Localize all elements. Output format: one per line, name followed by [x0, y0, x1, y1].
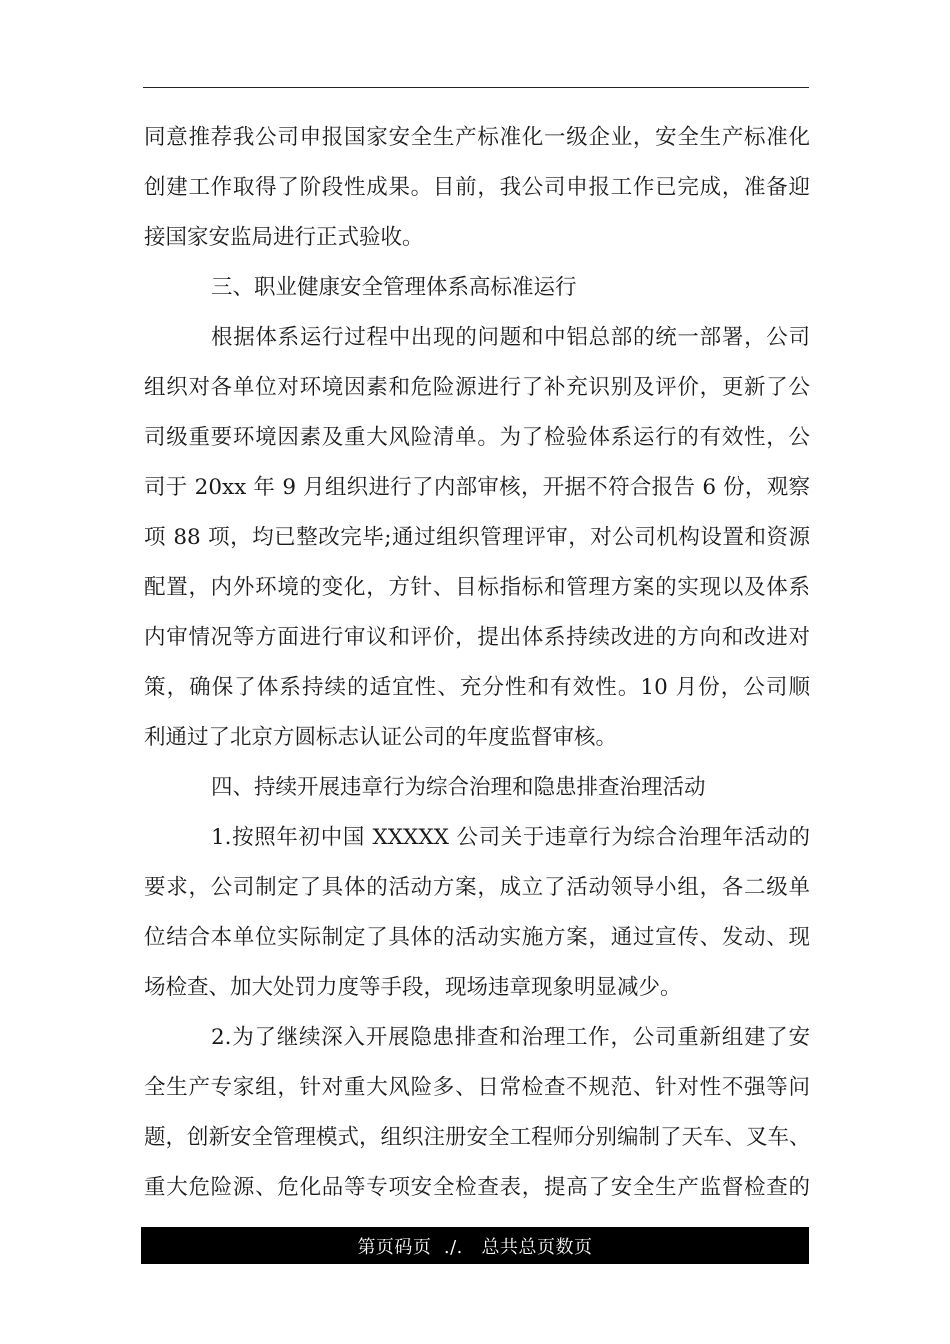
page-number-label: 第页码页 ./. 总共总页数页 — [357, 1236, 593, 1258]
text-line: 司于 20xx 年 9 月组织进行了内部审核，开据不符合报告 6 份，观察 — [144, 475, 810, 500]
text-line: 位结合本单位实际制定了具体的活动实施方案，通过宣传、发动、现 — [144, 925, 810, 950]
text-line: 场检查、加大处罚力度等手段，现场违章现象明显减少。 — [144, 975, 682, 1000]
document-body — [144, 113, 810, 1213]
text-line: 全生产专家组，针对重大风险多、日常检查不规范、针对性不强等问 — [144, 1075, 810, 1100]
text-line: 项 88 项，均已整改完毕;通过组织管理评审，对公司机构设置和资源 — [144, 525, 810, 550]
text-line: 司级重要环境因素及重大风险清单。为了检验体系运行的有效性，公 — [144, 425, 810, 450]
text-line: 配置，内外环境的变化，方针、目标指标和管理方案的实现以及体系 — [144, 575, 810, 600]
text-line: 接国家安监局进行正式验收。 — [144, 225, 424, 250]
text-line: 重大危险源、危化品等专项安全检查表，提高了安全生产监督检查的 — [144, 1175, 810, 1200]
text-line: 利通过了北京方圆标志认证公司的年度监督审核。 — [144, 725, 618, 750]
text-line: 创建工作取得了阶段性成果。目前，我公司申报工作已完成，准备迎 — [144, 175, 810, 200]
text-line: 同意推荐我公司申报国家安全生产标准化一级企业，安全生产标准化 — [144, 125, 810, 150]
section-heading: 三、职业健康安全管理体系高标准运行 — [211, 275, 577, 300]
text-line: 策，确保了体系持续的适宜性、充分性和有效性。10 月份，公司顺 — [144, 675, 810, 700]
text-line: 2.为了继续深入开展隐患排查和治理工作，公司重新组建了安 — [211, 1025, 810, 1050]
text-line: 1.按照年初中国 XXXXX 公司关于违章行为综合治理年活动的 — [211, 825, 810, 850]
header-rule — [143, 87, 809, 88]
text-line: 组织对各单位对环境因素和危险源进行了补充识别及评价，更新了公 — [144, 375, 810, 400]
text-line: 要求，公司制定了具体的活动方案，成立了活动领导小组，各二级单 — [144, 875, 810, 900]
page-footer — [141, 1227, 809, 1264]
text-line: 题，创新安全管理模式，组织注册安全工程师分别编制了天车、叉车、 — [144, 1125, 811, 1150]
text-line: 根据体系运行过程中出现的问题和中铝总部的统一部署，公司 — [211, 325, 810, 350]
text-line: 内审情况等方面进行审议和评价，提出体系持续改进的方向和改进对 — [144, 625, 810, 650]
section-heading: 四、持续开展违章行为综合治理和隐患排查治理活动 — [211, 775, 706, 800]
